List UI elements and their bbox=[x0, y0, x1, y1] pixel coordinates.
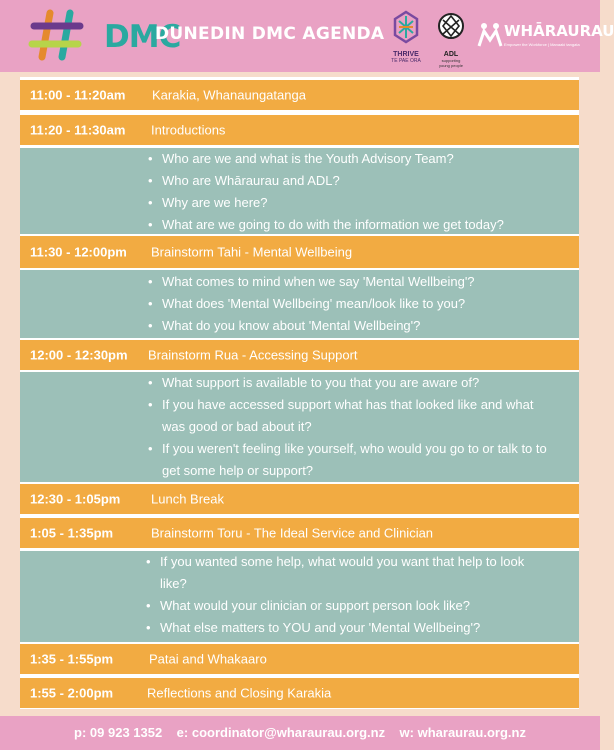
list-item: • Why are we here? bbox=[148, 192, 568, 214]
agenda-row bbox=[20, 340, 579, 370]
wharaurau-name: WHĀRAURAU bbox=[504, 22, 614, 40]
page-title: DUNEDIN DMC AGENDA bbox=[155, 24, 385, 44]
adl-name: ADL bbox=[443, 51, 459, 58]
phone-text: p: 09 923 1352 bbox=[74, 725, 163, 740]
agenda-row bbox=[20, 518, 579, 548]
agenda-title: Lunch Break bbox=[151, 491, 224, 507]
list-item: • If you have accessed support what has that looked like and what was good or bad about it? bbox=[148, 394, 548, 438]
adl-emblem-icon bbox=[438, 10, 464, 44]
thrive-emblem-icon bbox=[393, 10, 419, 44]
agenda-title: Patai and Whakaaro bbox=[149, 651, 267, 667]
agenda-time: 1:35 - 1:55pm bbox=[30, 651, 114, 667]
dmc-logo bbox=[30, 10, 181, 60]
thrive-logo bbox=[386, 10, 426, 64]
agenda-row bbox=[20, 644, 579, 674]
list-item: • What support is available to you that you are aware of? bbox=[148, 372, 548, 394]
agenda-time: 1:05 - 1:35pm bbox=[30, 525, 114, 541]
wharaurau-tagline: Empower the Workforce | Manaaki tangata bbox=[504, 42, 580, 47]
list-item: • What else matters to YOU and your 'Mental Wellbeing'? bbox=[146, 617, 546, 639]
list-item: • If you wanted some help, what would you want that help to look like? bbox=[146, 551, 546, 595]
footer bbox=[0, 716, 600, 750]
website-link[interactable]: w: wharaurau.org.nz bbox=[399, 725, 526, 740]
agenda-time: 12:30 - 1:05pm bbox=[30, 491, 121, 507]
list-item: • Who are we and what is the Youth Advisory Team? bbox=[148, 148, 568, 170]
contact-line bbox=[0, 725, 600, 740]
logo-text: DMC bbox=[104, 19, 181, 55]
list-item: • What would your clinician or support person look like? bbox=[146, 595, 546, 617]
thrive-name: THRIVE bbox=[393, 51, 419, 58]
email-link[interactable]: e: coordinator@wharaurau.org.nz bbox=[176, 725, 386, 740]
adl-logo bbox=[436, 10, 466, 68]
agenda-title: Introductions bbox=[151, 122, 226, 138]
agenda-details bbox=[20, 270, 579, 338]
list-item: • If you weren't feeling like yourself, who would you go to or talk to to get some help or support? bbox=[148, 438, 548, 482]
agenda-details bbox=[20, 372, 579, 482]
agenda-time: 1:55 - 2:00pm bbox=[30, 685, 114, 701]
agenda-details bbox=[20, 148, 579, 234]
agenda-time: 12:00 - 12:30pm bbox=[30, 347, 128, 363]
adl-sub: supporting young people bbox=[438, 58, 464, 68]
agenda-row bbox=[20, 115, 579, 145]
agenda-time: 11:00 - 11:20am bbox=[30, 87, 126, 103]
list-item: • What are we going to do with the information we get today? bbox=[148, 214, 568, 236]
agenda-title: Brainstorm Toru - The Ideal Service and Clinician bbox=[151, 525, 434, 541]
list-item: • Who are Whāraurau and ADL? bbox=[148, 170, 568, 192]
thrive-sub: TE PAE ORA bbox=[391, 58, 421, 64]
agenda-title: Brainstorm Tahi - Mental Wellbeing bbox=[151, 244, 353, 260]
agenda-title: Karakia, Whanaungatanga bbox=[152, 87, 306, 103]
people-icon bbox=[478, 22, 502, 48]
agenda-table bbox=[20, 77, 579, 709]
agenda-row bbox=[20, 678, 579, 708]
list-item: • What comes to mind when we say 'Mental Wellbeing'? bbox=[148, 271, 568, 293]
list-item: • What does 'Mental Wellbeing' mean/look like to you? bbox=[148, 293, 568, 315]
agenda-time: 11:20 - 11:30am bbox=[30, 122, 126, 138]
list-item: • What do you know about 'Mental Wellbeing'? bbox=[148, 315, 568, 337]
agenda-time: 11:30 - 12:00pm bbox=[30, 244, 127, 260]
agenda-row bbox=[20, 484, 579, 514]
agenda-row bbox=[20, 236, 579, 268]
wharaurau-logo bbox=[478, 22, 614, 62]
agenda-title: Reflections and Closing Karakia bbox=[147, 685, 332, 701]
header bbox=[0, 0, 614, 72]
agenda-title: Brainstorm Rua - Accessing Support bbox=[148, 347, 358, 363]
agenda-details bbox=[20, 551, 579, 642]
agenda-row bbox=[20, 80, 579, 110]
hashtag-icon bbox=[30, 10, 100, 60]
